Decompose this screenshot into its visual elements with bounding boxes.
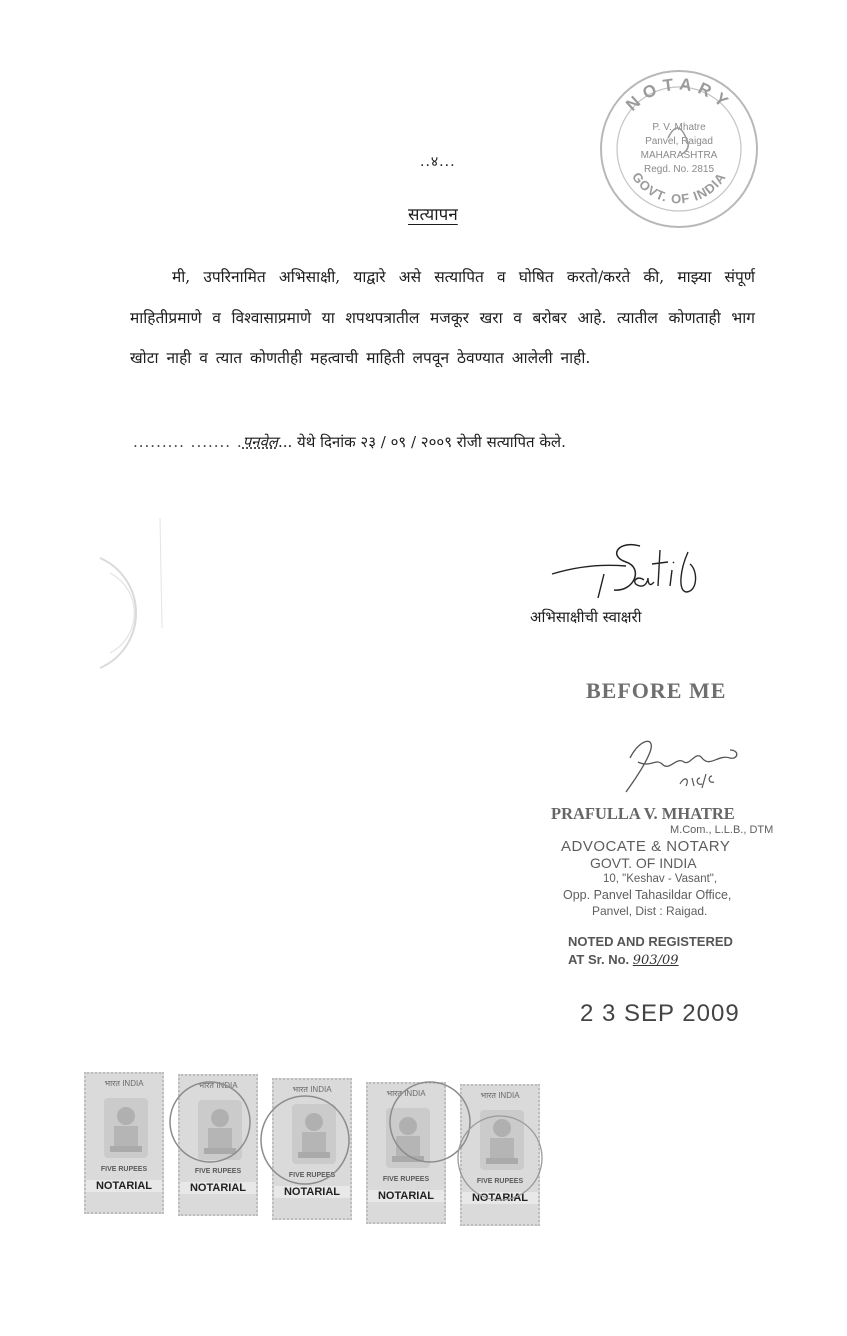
seal-line-2: Panvel, Raigad [645,136,713,147]
stamp-value: FIVE RUPEES [288,1172,336,1179]
registration-number: 903/09 [632,953,679,968]
notary-address-line-1: 10, "Keshav - Vasant", [603,873,718,885]
place-dots: ......... ....... . [133,433,243,451]
stamp-value: FIVE RUPEES [194,1168,242,1175]
stamp-header: भारत INDIA [198,1081,238,1090]
before-me-stamp: BEFORE ME [586,678,727,703]
seal-line-3: MAHARASHTRA [640,150,718,161]
stamp-label: NOTARIAL [274,1186,350,1198]
date-text: ... येथे दिनांक २३ / ०९ / २००९ रोजी सत्यापित केले. [277,433,566,451]
page-number: ..४... [420,154,456,170]
registration-prefix: AT Sr. No. [568,952,630,967]
verification-text: मी, उपरिनामित अभिसाक्षी, याद्वारे असे सत्यापित व घोषित करतो/करते की, माझ्या संपूर्ण माहितीप्रमाणे व विश्वासाप्रमाणे या शपथपत्रातील मजकूर खरा व बरोबर आहे. त्यातील कोणताही भाग खोटा नाही व त्यात कोणतीही महत्वाची माहिती लपवून ठेवण्यात आलेली नाही. [130,268,755,367]
notary-name: PRAFULLA V. MHATRE [551,804,735,823]
svg-text:NOTARY [622,74,736,114]
page-title: सत्यापन [408,205,458,225]
notary-address-line-3: Panvel, Dist : Raigad. [592,904,708,918]
notary-address-line-2: Opp. Panvel Tahasildar Office, [563,888,732,902]
seal-top-text: NOTARY [622,74,736,115]
notary-seal [598,68,760,230]
faint-seal-fragment [90,548,170,678]
notary-qualifications: M.Com., L.L.B., DTM [670,824,774,836]
seal-line-1: P. V. Mhatre [652,122,706,133]
stamp-header: भारत INDIA [104,1079,144,1088]
notary-govt: GOVT. OF INDIA [590,855,697,871]
notarial-stamps [80,1062,550,1228]
signature-label: अभिसाक्षीची स्वाक्षरी [530,608,642,626]
stamp-label: NOTARIAL [368,1190,444,1202]
verification-paragraph [130,257,755,379]
deponent-signature [548,540,708,602]
place-name: पनवेल [242,433,278,451]
stamp-value: FIVE RUPEES [100,1166,148,1173]
stamp-header: भारत INDIA [480,1091,520,1100]
noted-registered-label: NOTED AND REGISTERED [568,934,733,949]
registration-number-line [568,952,679,968]
notary-signature [600,728,750,798]
date-stamp: 2 3 SEP 2009 [580,1000,740,1027]
place-date-line [133,432,566,452]
stamp-header: भारत INDIA [386,1089,426,1098]
stamp-value: FIVE RUPEES [382,1176,430,1183]
stamp-label: NOTARIAL [180,1182,256,1194]
stamp-value: FIVE RUPEES [476,1178,524,1185]
seal-line-4: Regd. No. 2815 [643,164,715,175]
stamp-cancellation-circles [80,1062,550,1228]
seal-bottom-text: GOVT. OF INDIA [629,169,729,207]
notary-title: ADVOCATE & NOTARY [561,838,731,855]
stamp-label: NOTARIAL [86,1180,162,1192]
stamp-header: भारत INDIA [292,1085,332,1094]
stamp-label: NOTARIAL [462,1192,538,1204]
